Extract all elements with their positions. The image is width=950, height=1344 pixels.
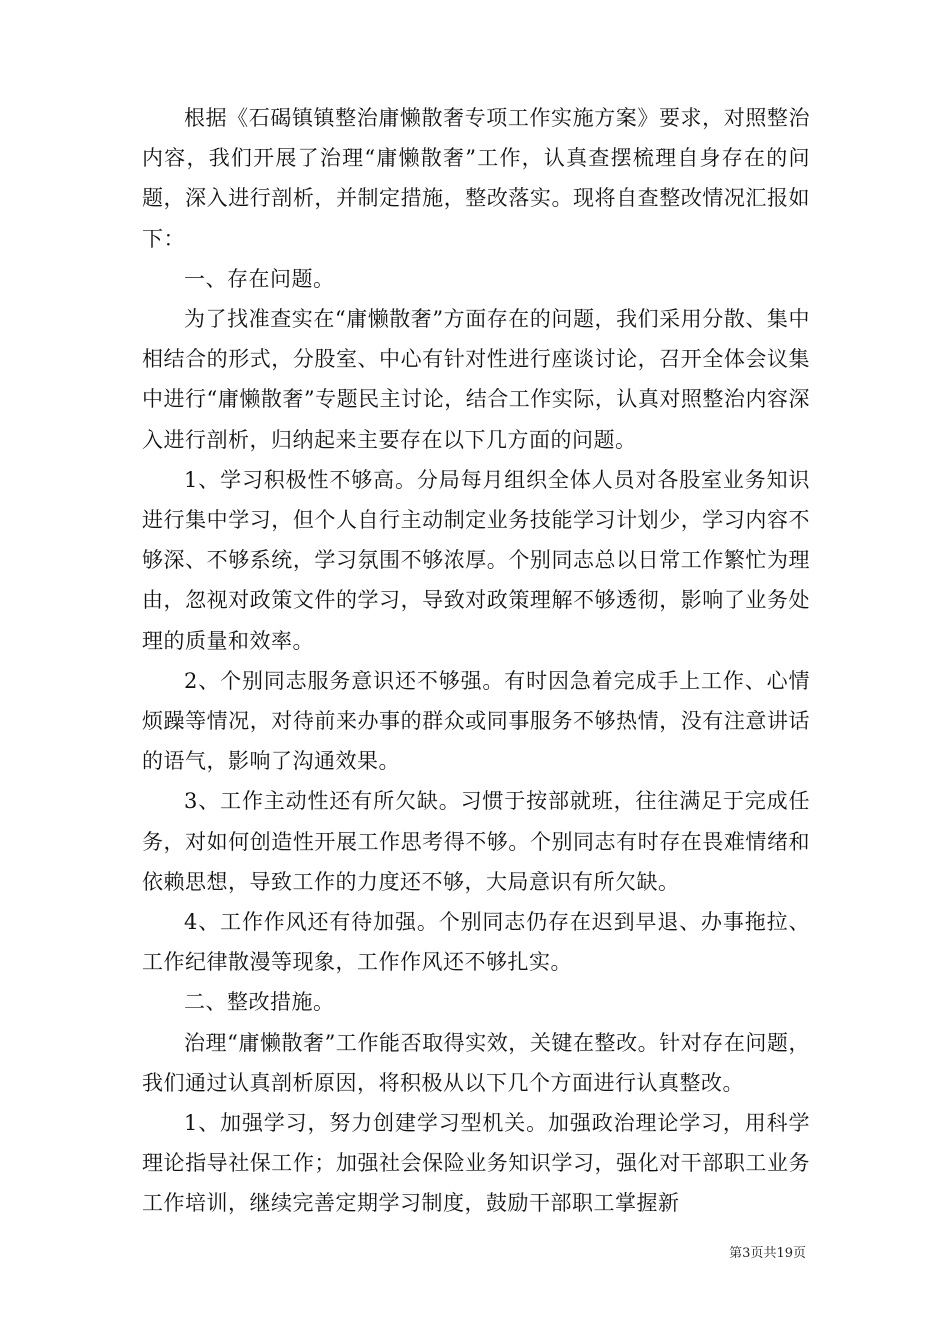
paragraph-measure-1: 1、加强学习，努力创建学习型机关。加强政治理论学习，用科学理论指导社保工作；加强社会保险业务知识学习，强化对干部职工业务工作培训，继续完善定期学习制度，鼓励干部职工掌握新 — [142, 1111, 810, 1216]
page-number-footer: 第3页共19页 — [729, 1246, 806, 1261]
heading-existing-problems: 一、存在问题。 — [184, 266, 335, 291]
paragraph-measures-overview: 治理“庸懒散奢”工作能否取得实效，关键在整改。针对存在问题，我们通过认真剖析原因，将积极从以下几个方面进行认真整改。 — [142, 1030, 810, 1095]
heading-rectification-measures: 二、整改措施。 — [184, 990, 335, 1015]
paragraph-intro: 根据《石碣镇镇整治庸懒散奢专项工作实施方案》要求，对照整治内容，我们开展了治理“庸懒散奢”工作，认真查摆梳理自身存在的问题，深入进行剖析，并制定措施，整改落实。现将自查整改情况汇报如下： — [142, 106, 810, 251]
paragraph-problem-overview: 为了找准查实在“庸懒散奢”方面存在的问题，我们采用分散、集中相结合的形式，分股室、中心有针对性进行座谈讨论，召开全体会议集中进行“庸懒散奢”专题民主讨论，结合工作实际，认真对照整治内容深入进行剖析，归纳起来主要存在以下几方面的问题。 — [142, 307, 810, 452]
paragraph-problem-1: 1、学习积极性不够高。分局每月组织全体人员对各股室业务知识进行集中学习，但个人自行主动制定业务技能学习计划少，学习内容不够深、不够系统，学习氛围不够浓厚。个别同志总以日常工作繁忙为理由，忽视对政策文件的学习，导致对政策理解不够透彻，影响了业务处理的质量和效率。 — [142, 467, 810, 653]
paragraph-problem-4: 4、工作作风还有待加强。个别同志仍存在迟到早退、办事拖拉、工作纪律散漫等现象，工作作风还不够扎实。 — [142, 910, 810, 975]
paragraph-problem-3: 3、工作主动性还有所欠缺。习惯于按部就班，往往满足于完成任务，对如何创造性开展工作思考得不够。个别同志有时存在畏难情绪和依赖思想，导致工作的力度还不够，大局意识有所欠缺。 — [142, 789, 810, 894]
document-body — [142, 98, 810, 1224]
paragraph-problem-2: 2、个别同志服务意识还不够强。有时因急着完成手上工作、心情烦躁等情况，对待前来办事的群众或同事服务不够热情，没有注意讲话的语气，影响了沟通效果。 — [142, 668, 810, 774]
